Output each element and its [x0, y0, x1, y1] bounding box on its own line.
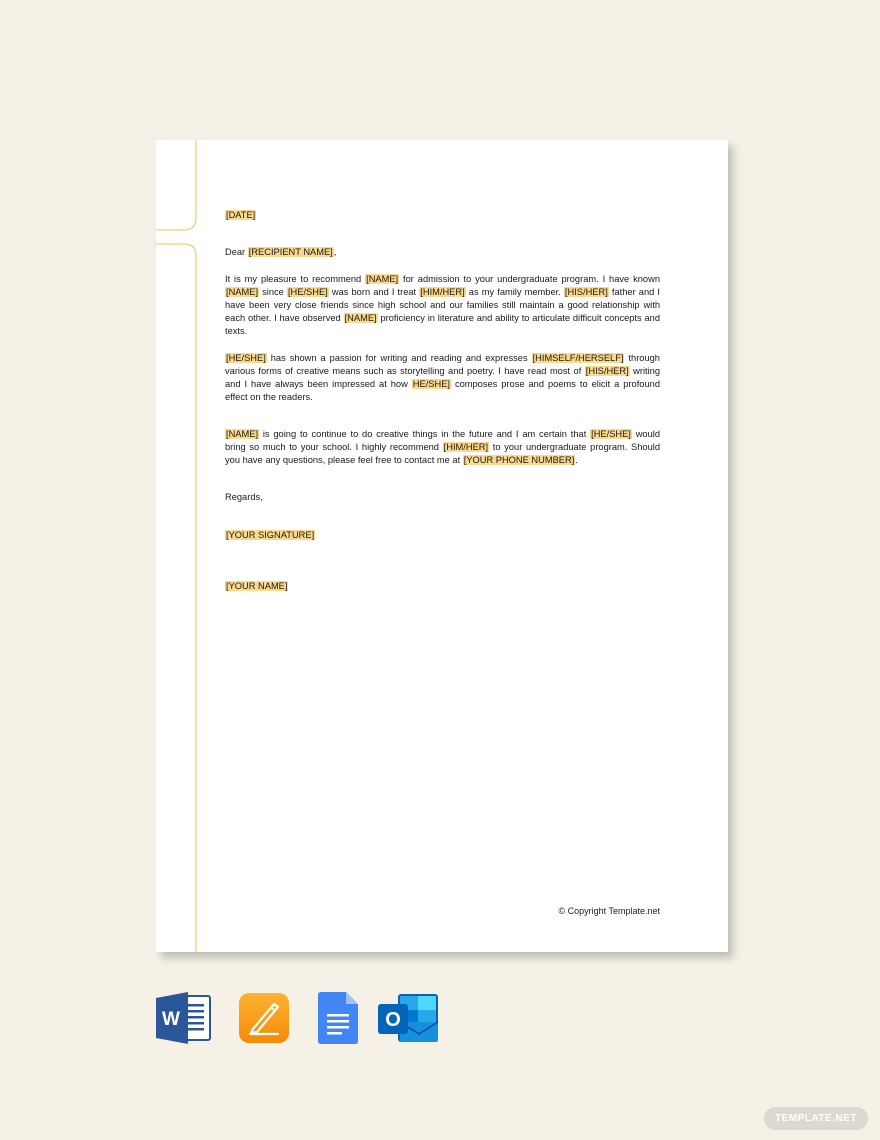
placeholder-field: [HIM/HER]: [420, 287, 465, 297]
microsoft-word-icon[interactable]: [156, 992, 212, 1044]
placeholder-field: [NAME]: [226, 287, 259, 297]
document-page: [156, 140, 728, 952]
placeholder-field: [HE/SHE]: [287, 287, 328, 297]
body-text: for admission to your undergraduate program. I have known: [399, 274, 660, 284]
paragraph-1: [225, 273, 660, 338]
google-docs-icon[interactable]: [318, 992, 360, 1044]
svg-text:O: O: [385, 1009, 401, 1031]
placeholder-field: [HIM/HER]: [443, 442, 489, 452]
body-text: was born and I treat: [328, 287, 420, 297]
body-text: as my family member.: [465, 287, 564, 297]
svg-text:W: W: [162, 1009, 180, 1030]
salutation: Dear [RECIPIENT NAME],: [225, 247, 337, 257]
apple-pages-icon[interactable]: [238, 992, 290, 1044]
placeholder-field: [HE/SHE]: [591, 429, 631, 439]
placeholder-field: [HIMSELF/HERSELF]: [532, 353, 624, 363]
body-text: through various forms of creative means such as storytelling and poetry. I have read most of: [225, 353, 660, 376]
body-text: is going to continue to do creative things in the future and I am certain that: [259, 429, 591, 439]
body-text: father and I have been very close friends since high school and our families still maintain a good relationship with each other. I have observed: [225, 287, 660, 323]
paragraph-3: [225, 428, 660, 467]
body-text: would bring so much to your school. I highly recommend: [225, 429, 660, 452]
body-text: writing and I have always been impressed at how: [225, 366, 661, 389]
date-placeholder: [DATE]: [226, 210, 256, 220]
template-net-badge[interactable]: TEMPLATE.NET: [764, 1107, 868, 1130]
letter-body: [225, 209, 660, 593]
placeholder-field: [HE/SHE]: [226, 353, 266, 363]
signature-placeholder: [YOUR SIGNATURE]: [226, 530, 315, 540]
placeholder-field: [YOUR PHONE NUMBER]: [463, 455, 575, 465]
recipient-placeholder: [RECIPIENT NAME]: [248, 247, 333, 257]
placeholder-field: [HIS/HER]: [564, 287, 608, 297]
closing: Regards,: [225, 492, 263, 502]
body-text: .: [575, 455, 578, 465]
paragraph-2: [225, 352, 660, 404]
placeholder-field: [NAME]: [226, 429, 259, 439]
body-text: to your undergraduate program. Should you have any questions, please feel free to contact me at: [225, 442, 660, 465]
name-placeholder: [YOUR NAME]: [226, 581, 288, 591]
body-text: since: [259, 287, 287, 297]
body-text: proficiency in literature and ability to articulate difficult concepts and texts.: [225, 313, 661, 336]
placeholder-field: [HIS/HER]: [585, 366, 629, 376]
placeholder-field: [NAME]: [344, 313, 377, 323]
body-text: has shown a passion for writing and reading and expresses: [266, 353, 532, 363]
copyright-text: © Copyright Template.net: [558, 906, 660, 916]
placeholder-field: HE/SHE]: [412, 379, 450, 389]
placeholder-field: [NAME]: [366, 274, 399, 284]
outlook-icon[interactable]: [378, 992, 440, 1044]
body-text: It is my pleasure to recommend: [225, 274, 366, 284]
body-text: composes prose and poems to elicit a profound effect on the readers.: [225, 379, 660, 402]
